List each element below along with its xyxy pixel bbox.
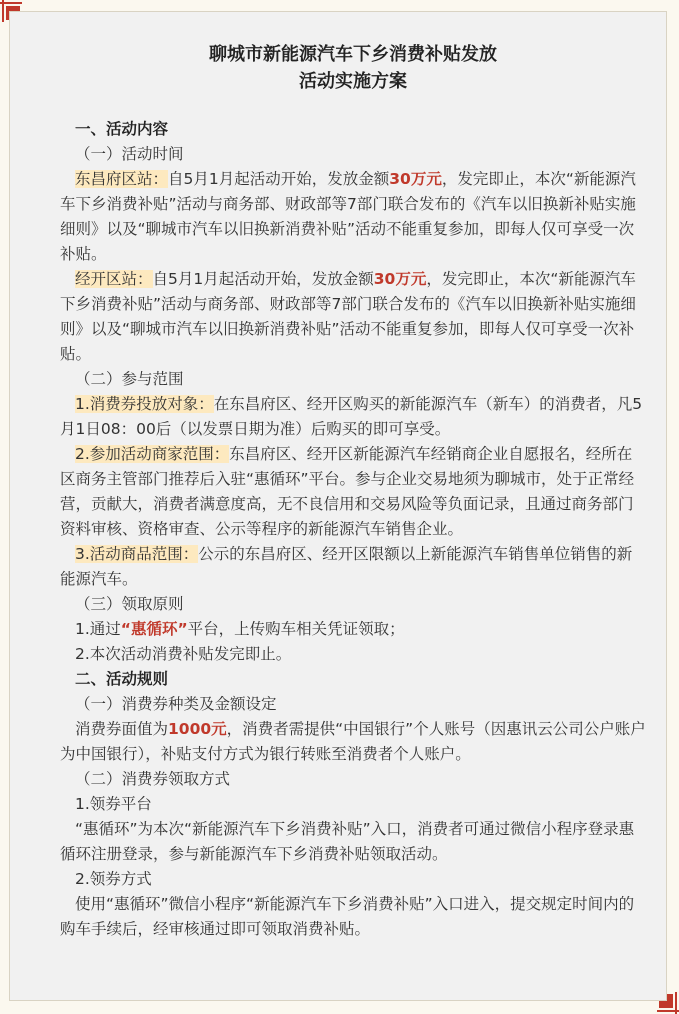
- scope-1-label: 1.消费券投放对象：: [75, 395, 214, 413]
- scope-1-text: 在东昌府区、经开区购买的新能源汽车（新车）的消费者，凡5月1日08：00后（以发票日期为准）后购买的即可享受。: [60, 395, 643, 438]
- principle-2: 2.本次活动消费补贴发完即止。: [75, 645, 292, 663]
- voucher-paragraph: [60, 717, 646, 767]
- section-2-sub-1: （一）消费券种类及金额设定: [75, 695, 277, 713]
- dongchang-amount: 30万元: [389, 170, 442, 188]
- dongchang-pre: 自5月1月起活动开始，发放金额: [168, 170, 390, 188]
- dongchang-post: ，发完即止，本次“新能源汽车下乡消费补贴”活动与商务部、财政部等7部门联合发布的《汽车以旧换新补贴实施细则》以及“聊城市汽车以旧换新消费补贴”活动不能重复参加，即每人仅可享受一次补贴。: [60, 170, 636, 263]
- title-line-1: 聊城市新能源汽车下乡消费补贴发放: [209, 44, 497, 65]
- scope-2-text: 东昌府区、经开区新能源汽车经销商企业自愿报名，经所在区商务主管部门推荐后入驻“惠循环”平台。参与企业交易地须为聊城市，处于正常经营，贡献大，消费者满意度高，无不良信用和交易风险等负面记录，且通过商务部门资料审核、资格审查、公示等程序的新能源汽车销售企业。: [60, 445, 635, 538]
- dongchang-paragraph: [60, 167, 646, 267]
- principle-1-post: 平台，上传购车相关凭证领取；: [187, 620, 405, 638]
- item-1-text: “惠循环”为本次“新能源汽车下乡消费补贴”入口，消费者可通过微信小程序登录惠循环注册登录，参与新能源汽车下乡消费补贴领取活动。: [60, 820, 635, 863]
- jingkai-pre: 自5月1月起活动开始，发放金额: [152, 270, 374, 288]
- scope-3-label: 3.活动商品范围：: [75, 545, 199, 563]
- document-title: [60, 41, 646, 95]
- document-body: [60, 41, 646, 942]
- voucher-pre: 消费券面值为: [75, 720, 169, 738]
- section-2-sub-2: （二）消费券领取方式: [75, 770, 231, 788]
- scope-2-label: 2.参加活动商家范围：: [75, 445, 230, 463]
- voucher-amount: 1000元: [168, 720, 227, 738]
- scope-1-paragraph: [60, 392, 646, 442]
- jingkai-amount: 30万元: [373, 270, 427, 288]
- section-1-sub-3: （三）领取原则: [75, 595, 184, 613]
- principle-1-highlight: “惠循环”: [120, 620, 188, 638]
- scope-3-paragraph: [60, 542, 646, 592]
- section-2-heading: 二、活动规则: [75, 670, 169, 688]
- scope-2-paragraph: [60, 442, 646, 542]
- item-2-text: 使用“惠循环”微信小程序“新能源汽车下乡消费补贴”入口进入，提交规定时间内的购车手续后，经审核通过即可领取消费补贴。: [60, 895, 635, 938]
- dongchang-label: 东昌府区站：: [75, 170, 169, 188]
- scope-3-text: 公示的东昌府区、经开区限额以上新能源汽车销售单位销售的新能源汽车。: [60, 545, 633, 588]
- item-1-title: 1.领券平台: [75, 795, 152, 813]
- voucher-post: ，消费者需提供“中国银行”个人账号（因惠讯云公司公户账户为中国银行），补贴支付方式为银行转账至消费者个人账户。: [60, 720, 646, 763]
- jingkai-post: ，发完即止，本次“新能源汽车下乡消费补贴”活动与商务部、财政部等7部门联合发布的《汽车以旧换新补贴实施细则》以及“聊城市汽车以旧换新消费补贴”活动不能重复参加，即每人仅可享受一次补贴。: [60, 270, 636, 363]
- principle-1-pre: 1.通过: [75, 620, 121, 638]
- jingkai-label: 经开区站：: [75, 270, 153, 288]
- section-1-heading: 一、活动内容: [75, 120, 169, 138]
- title-line-2: 活动实施方案: [299, 71, 407, 92]
- jingkai-paragraph: [60, 267, 646, 367]
- section-1-sub-1: （一）活动时间: [75, 145, 184, 163]
- section-1-sub-2: （二）参与范围: [75, 370, 184, 388]
- item-2-title: 2.领券方式: [75, 870, 152, 888]
- principle-1: [60, 617, 646, 642]
